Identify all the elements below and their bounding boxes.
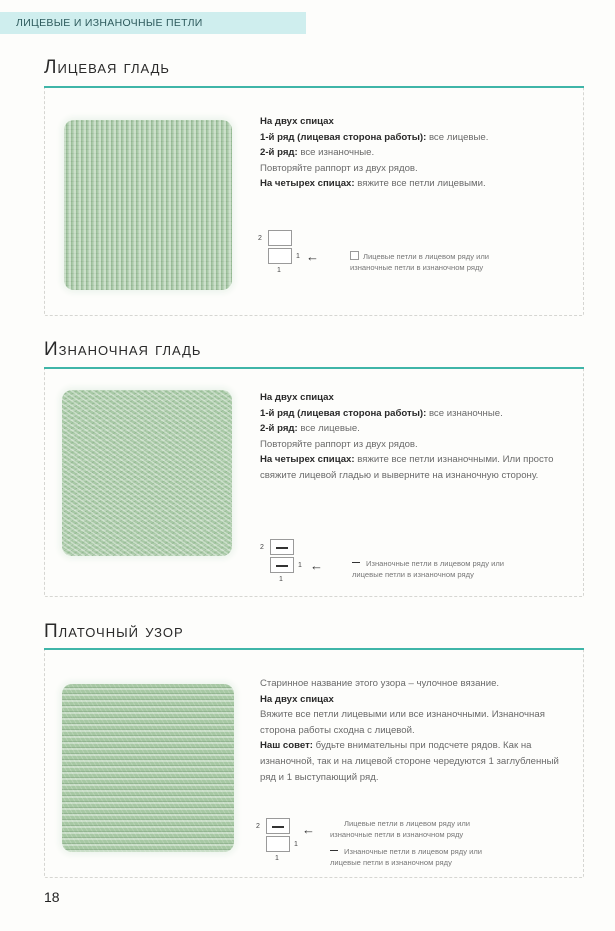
chart-row-label: 2 [256, 823, 260, 830]
chart-row-label: 1 [294, 841, 298, 848]
purl-dash-icon [276, 547, 288, 549]
empty-square-icon [350, 251, 359, 260]
section-title-reverse-stockinette: Изнаночная гладь [44, 339, 202, 360]
chart-row-label: 1 [298, 562, 302, 569]
chart-cell [268, 248, 292, 264]
instruction-line: Вяжите все петли лицевыми или все изнаночными. Изнаночная сторона работы сходна с лицевой. [260, 709, 545, 736]
instruction-line: Повторяйте раппорт из двух рядов. [260, 438, 418, 450]
chart-legend-purl: Изнаночные петли в лицевом ряду или лицевые петли в изнаночном ряду [330, 847, 483, 867]
chart-row-label: 1 [296, 253, 300, 260]
chart-legend-knit: Лицевые петли в лицевом ряду или изнаночные петли в изнаночном ряду [330, 819, 471, 839]
purl-dash-icon [276, 565, 288, 567]
arrow-left-icon: ← [302, 822, 315, 837]
purl-dash-icon [272, 826, 284, 828]
chart-legend: Изнаночные петли в лицевом ряду или лицевые петли в изнаночном ряду [352, 559, 505, 579]
chart-row-label: 2 [258, 235, 262, 242]
instructions-text [260, 390, 570, 484]
instruction-line: На двух спицах [260, 392, 334, 403]
instruction-line: Наш совет: будьте внимательны при подсчете рядов. Как на изнаночной, так и на лицевой стороне чередуются 1 заглубленный ряд и 1 выступающий ряд. [260, 740, 559, 783]
page-number: 18 [44, 889, 60, 905]
chart-legend: Лицевые петли в лицевом ряду или изнаночные петли в изнаночном ряду [350, 252, 490, 272]
chart-col-label: 1 [277, 267, 281, 274]
dash-icon [330, 850, 338, 852]
instruction-line: Старинное название этого узора – чулочное вязание. [260, 678, 500, 689]
instruction-line: Повторяйте раппорт из двух рядов. [260, 162, 418, 174]
instruction-line: 1-й ряд (лицевая сторона работы): все лицевые. [260, 131, 489, 143]
chart-col-label: 1 [275, 855, 279, 862]
chart-row-label: 2 [260, 544, 264, 551]
section-title-garter: Платочный узор [44, 621, 184, 642]
arrow-left-icon: ← [306, 249, 319, 264]
section-title-stockinette: Лицевая гладь [44, 57, 170, 78]
chapter-header-label: ЛИЦЕВЫЕ И ИЗНАНОЧНЫЕ ПЕТЛИ [16, 17, 203, 29]
instructions-text [260, 114, 570, 192]
chart-cell [266, 836, 290, 852]
instruction-line: На четырех спицах: вяжите все петли изнаночными. Или просто свяжите лицевой гладью и выверните на изнаночную сторону. [260, 454, 554, 481]
instruction-line: 2-й ряд: все лицевые. [260, 423, 360, 435]
arrow-left-icon: ← [310, 558, 323, 573]
dash-icon [352, 562, 360, 564]
instruction-line: На двух спицах [260, 116, 334, 127]
instructions-text [260, 676, 570, 785]
instruction-line: 1-й ряд (лицевая сторона работы): все изнаночные. [260, 407, 503, 419]
instruction-line: На двух спицах [260, 693, 334, 705]
instruction-line: 2-й ряд: все изнаночные. [260, 147, 375, 159]
chart-cell [268, 230, 292, 246]
instruction-line: На четырех спицах: вяжите все петли лицевыми. [260, 178, 486, 190]
purl-swatch-image [62, 390, 232, 556]
garter-swatch-image [62, 684, 234, 852]
knit-swatch-image [64, 120, 232, 290]
chart-col-label: 1 [279, 576, 283, 583]
